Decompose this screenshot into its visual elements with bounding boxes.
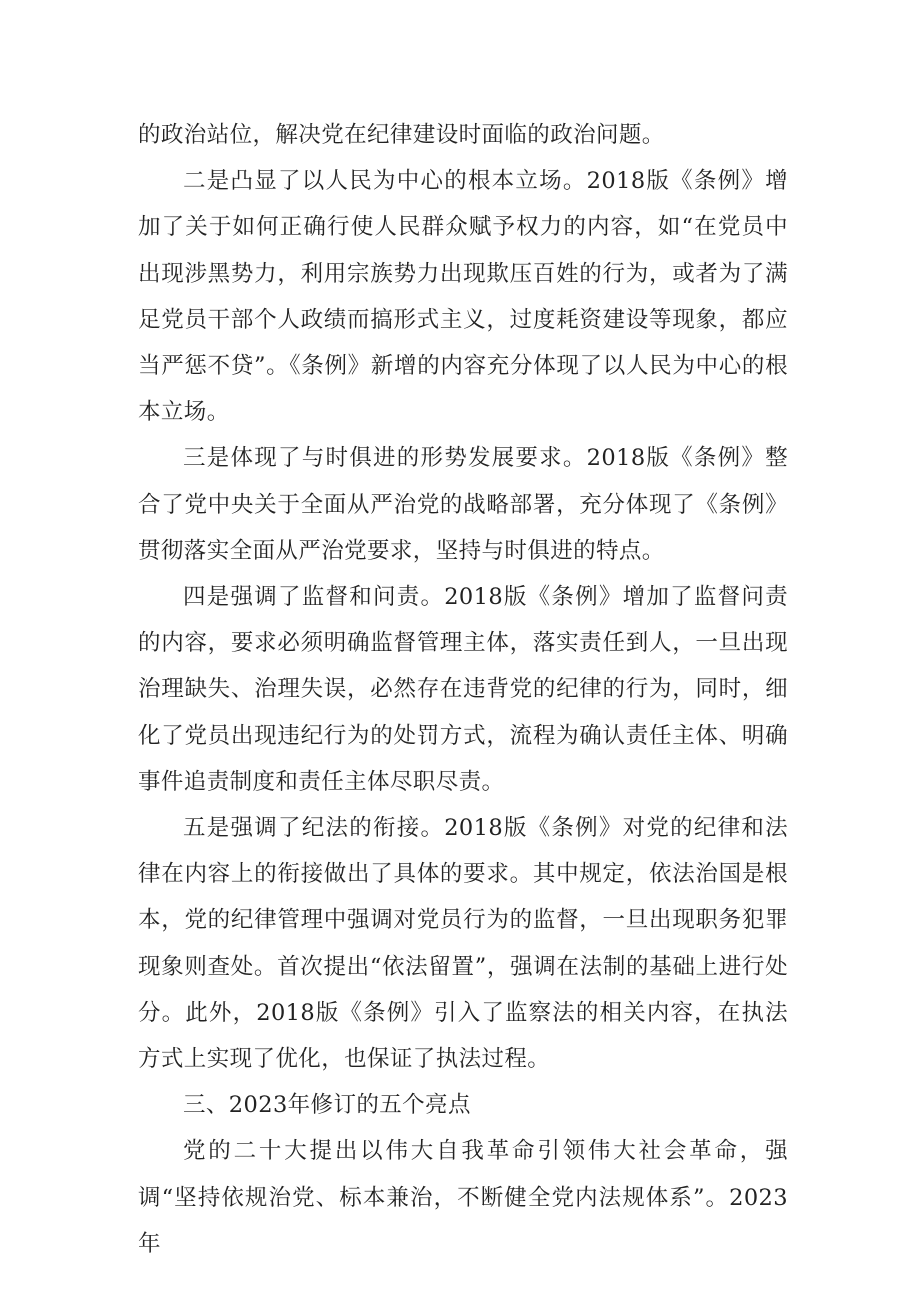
paragraph-point-three: 三是体现了与时俱进的形势发展要求。2018版《条例》整合了党中央关于全面从严治党的战略部署，充分体现了《条例》贯彻落实全面从严治党要求，坚持与时俱进的特点。 <box>138 445 788 564</box>
paragraph-point-four: 四是强调了监督和问责。2018版《条例》增加了监督问责的内容，要求必须明确监督管理主体，落实责任到人，一旦出现治理缺失、治理失误，必然存在违背党的纪律的行为，同时，细化了党员出现违纪行为的处罚方式，流程为确认责任主体、明确事件追责制度和责任主体尽职尽责。 <box>138 584 788 795</box>
document-body <box>138 112 788 1267</box>
section-heading: 三、2023年修订的五个亮点 <box>183 1092 471 1119</box>
paragraph-continuation: 的政治站位，解决党在纪律建设时面临的政治问题。 <box>138 122 665 148</box>
paragraph-point-two: 二是凸显了以人民为中心的根本立场。2018版《条例》增加了关于如何正确行使人民群众赋予权力的内容，如“在党员中出现涉黑势力，利用宗族势力出现欺压百姓的行为，或者为了满足党员干部个人政绩而搞形式主义，过度耗资建设等现象，都应当严惩不贷”。《条例》新增的内容充分体现了以人民为中心的根本立场。 <box>138 168 788 426</box>
paragraph-2023-intro: 党的二十大提出以伟大自我革命引领伟大社会革命，强调“坚持依规治党、标本兼治，不断健全党内法规体系”。2023年 <box>138 1138 788 1257</box>
paragraph-point-five: 五是强调了纪法的衔接。2018版《条例》对党的纪律和法律在内容上的衔接做出了具体的要求。其中规定，依法治国是根本，党的纪律管理中强调对党员行为的监督，一旦出现职务犯罪现象则查处。首次提出“依法留置”，强调在法制的基础上进行处分。此外，2018版《条例》引入了监察法的相关内容，在执法方式上实现了优化，也保证了执法过程。 <box>138 815 788 1073</box>
